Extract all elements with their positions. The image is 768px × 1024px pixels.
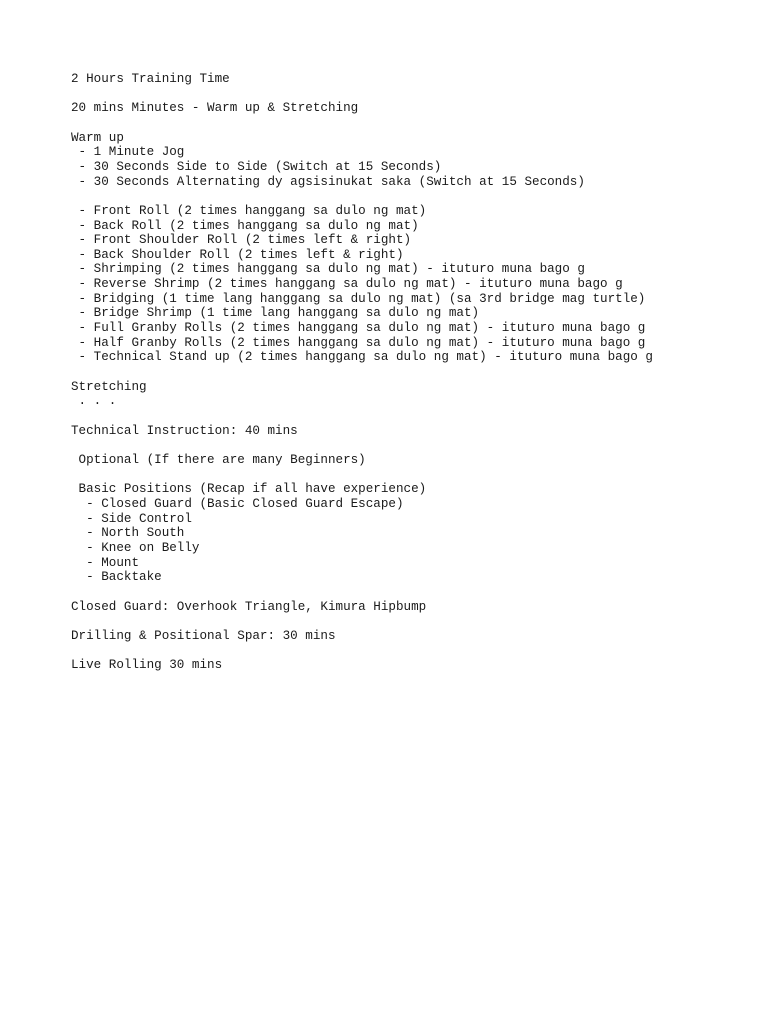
list-item: . . . — [71, 394, 117, 409]
closed-guard-techniques: Closed Guard: Overhook Triangle, Kimura Hipbump — [71, 599, 427, 614]
list-item: - Back Shoulder Roll (2 times left & right) — [71, 247, 404, 262]
list-item: - North South — [71, 526, 185, 541]
list-item: - 30 Seconds Side to Side (Switch at 15 Seconds) — [71, 159, 442, 174]
list-item: - Mount — [71, 555, 140, 570]
optional-note: Optional (If there are many Beginners) — [71, 452, 366, 467]
blank-line — [71, 614, 653, 629]
blank-line — [71, 189, 653, 204]
list-item: - Technical Stand up (2 times hanggang sa dulo ng mat) - ituturo muna bago g — [71, 350, 653, 365]
list-item: - Front Roll (2 times hanggang sa dulo ng mat) — [71, 203, 427, 218]
blank-line — [71, 365, 653, 380]
blank-line — [71, 438, 653, 453]
section-heading-live-rolling: Live Rolling 30 mins — [71, 658, 223, 673]
blank-line — [71, 87, 653, 102]
section-heading-drilling: Drilling & Positional Spar: 30 mins — [71, 628, 336, 643]
list-item: - Shrimping (2 times hanggang sa dulo ng mat) - ituturo muna bago g — [71, 262, 585, 277]
subsection-heading-basic-positions: Basic Positions (Recap if all have experience) — [71, 482, 427, 497]
list-item: - Closed Guard (Basic Closed Guard Escape) — [71, 496, 404, 511]
section-heading-stretching: Stretching — [71, 379, 147, 394]
list-item: - Backtake — [71, 570, 162, 585]
section-heading-warmup: Warm up — [71, 130, 124, 145]
list-item: - Reverse Shrimp (2 times hanggang sa dulo ng mat) - ituturo muna bago g — [71, 277, 623, 292]
blank-line — [71, 643, 653, 658]
blank-line — [71, 116, 653, 131]
list-item: - 30 Seconds Alternating dy agsisinukat saka (Switch at 15 Seconds) — [71, 174, 585, 189]
document-body — [71, 72, 653, 673]
list-item: - Front Shoulder Roll (2 times left & right) — [71, 233, 412, 248]
blank-line — [71, 409, 653, 424]
blank-line — [71, 585, 653, 600]
blank-line — [71, 468, 653, 483]
section-heading-technical-instruction: Technical Instruction: 40 mins — [71, 423, 298, 438]
list-item: - Side Control — [71, 511, 192, 526]
list-item: - Full Granby Rolls (2 times hanggang sa dulo ng mat) - ituturo muna bago g — [71, 321, 646, 336]
doc-title: 2 Hours Training Time — [71, 72, 230, 86]
list-item: - 1 Minute Jog — [71, 145, 185, 160]
list-item: - Bridge Shrimp (1 time lang hanggang sa dulo ng mat) — [71, 306, 480, 321]
list-item: - Knee on Belly — [71, 540, 200, 555]
list-item: - Bridging (1 time lang hanggang sa dulo ng mat) (sa 3rd bridge mag turtle) — [71, 291, 646, 306]
schedule-warmup-heading: 20 mins Minutes - Warm up & Stretching — [71, 101, 359, 116]
list-item: - Back Roll (2 times hanggang sa dulo ng mat) — [71, 218, 419, 233]
list-item: - Half Granby Rolls (2 times hanggang sa dulo ng mat) - ituturo muna bago g — [71, 335, 646, 350]
